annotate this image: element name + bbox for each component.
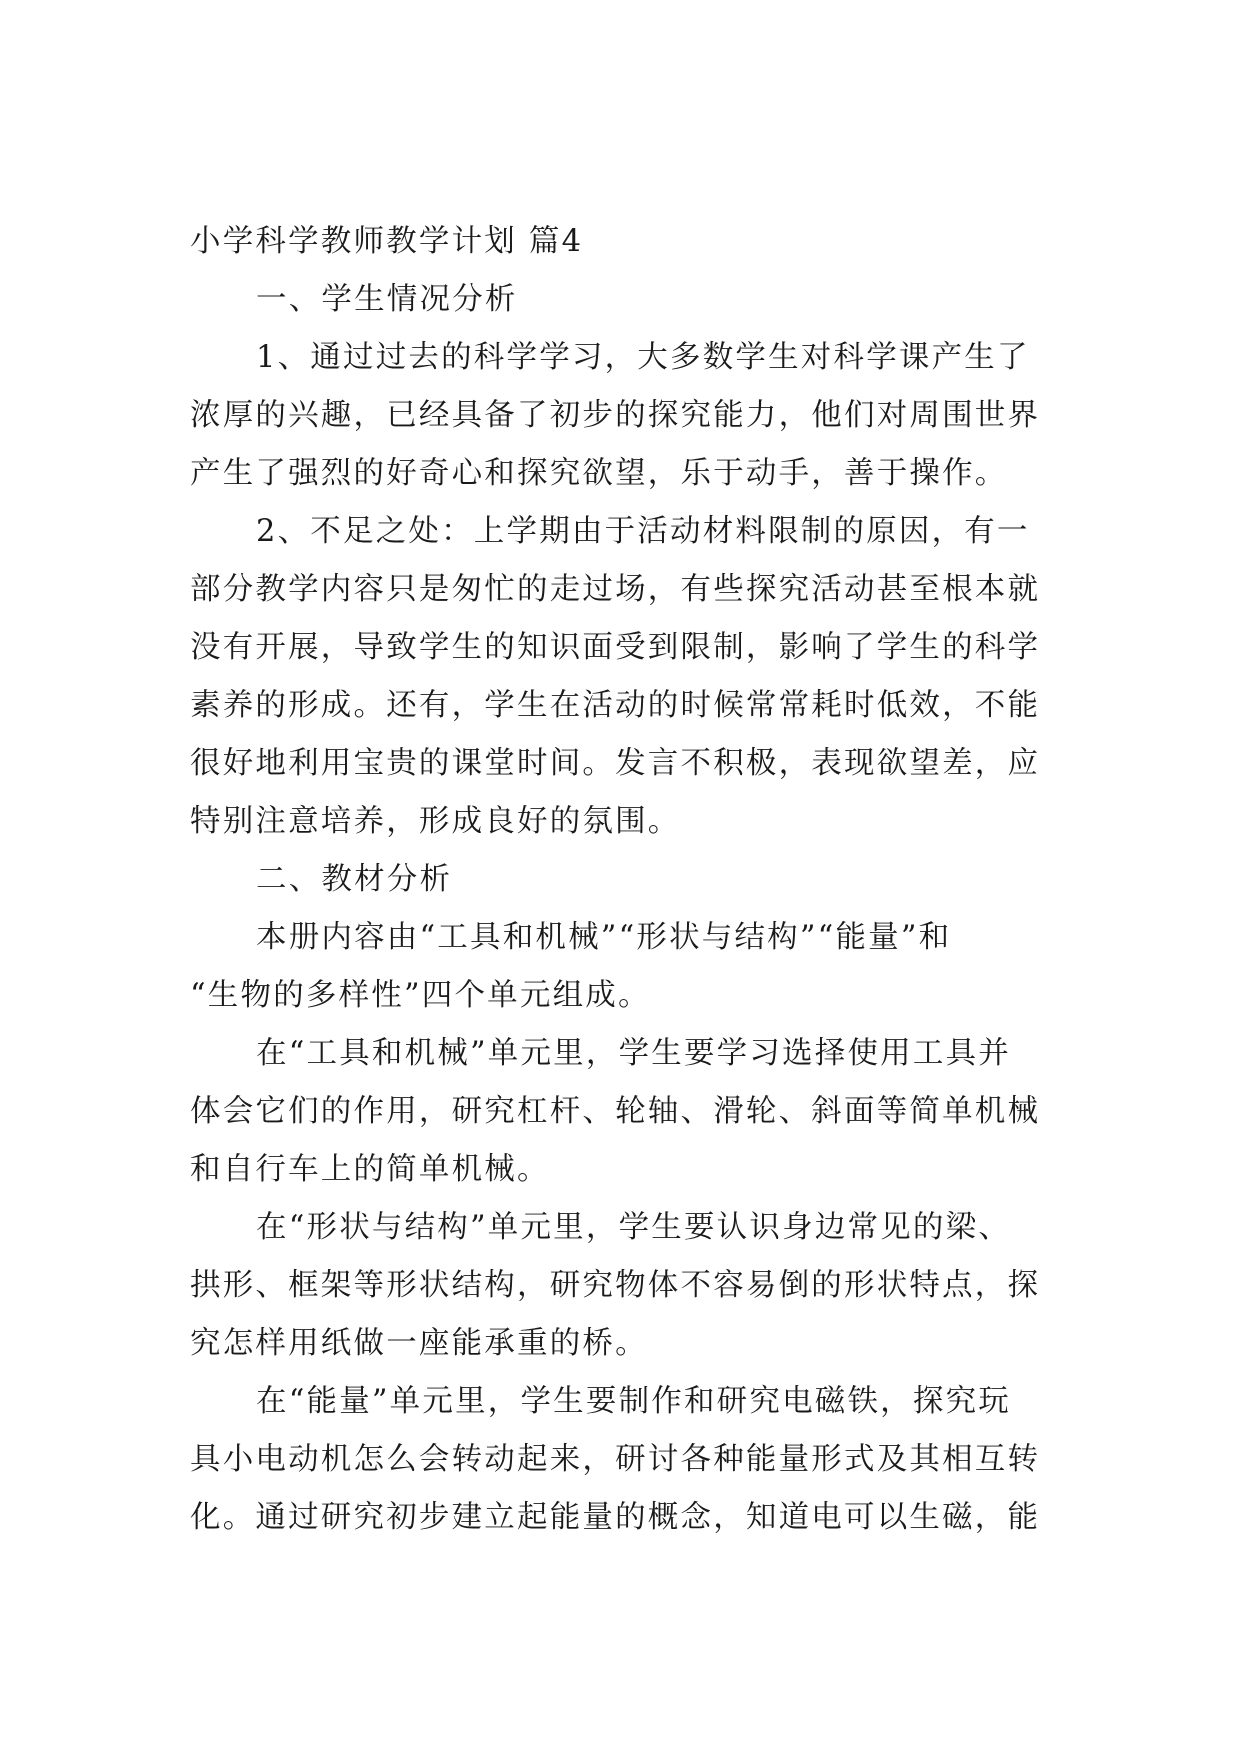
paragraph-line: 在“能量”单元里，学生要制作和研究电磁铁，探究玩 (256, 1384, 1011, 1419)
paragraph-line: 和自行车上的简单机械。 (190, 1152, 550, 1187)
paragraph-line: 1、通过过去的科学学习，大多数学生对科学课产生了 (256, 340, 1030, 375)
paragraph-line: 体会它们的作用，研究杠杆、轮轴、滑轮、斜面等简单机械 (190, 1094, 1041, 1129)
paragraph-line: 拱形、框架等形状结构，研究物体不容易倒的形状特点，探 (190, 1268, 1041, 1303)
paragraph-line: 化。通过研究初步建立起能量的概念，知道电可以生磁，能 (190, 1500, 1041, 1535)
paragraph-line: 很好地利用宝贵的课堂时间。发言不积极，表现欲望差，应 (190, 746, 1041, 781)
paragraph-line: 2、不足之处：上学期由于活动材料限制的原因，有一 (256, 514, 1030, 549)
document-title: 小学科学教师教学计划 篇4 (190, 224, 584, 259)
paragraph-line: 素养的形成。还有，学生在活动的时候常常耗时低效，不能 (190, 688, 1041, 723)
paragraph-line: 浓厚的兴趣，已经具备了初步的探究能力，他们对周围世界 (190, 398, 1041, 433)
paragraph-line: 产生了强烈的好奇心和探究欲望，乐于动手，善于操作。 (190, 456, 1008, 491)
paragraph-line: 特别注意培养，形成良好的氛围。 (190, 804, 681, 839)
section-heading-textbook-analysis: 二、教材分析 (256, 862, 453, 897)
paragraph-line: 在“工具和机械”单元里，学生要学习选择使用工具并 (256, 1036, 1011, 1071)
paragraph-line: 部分教学内容只是匆忙的走过场，有些探究活动甚至根本就 (190, 572, 1041, 607)
paragraph-line: 本册内容由“工具和机械”“形状与结构”“能量”和 (256, 920, 952, 955)
paragraph-line: 没有开展，导致学生的知识面受到限制，影响了学生的科学 (190, 630, 1041, 665)
section-heading-student-analysis: 一、学生情况分析 (256, 282, 518, 317)
paragraph-line: 具小电动机怎么会转动起来，研讨各种能量形式及其相互转 (190, 1442, 1041, 1477)
paragraph-line: 在“形状与结构”单元里，学生要认识身边常见的梁、 (256, 1210, 1011, 1245)
paragraph-line: “生物的多样性”四个单元组成。 (190, 978, 651, 1013)
paragraph-line: 究怎样用纸做一座能承重的桥。 (190, 1326, 648, 1361)
